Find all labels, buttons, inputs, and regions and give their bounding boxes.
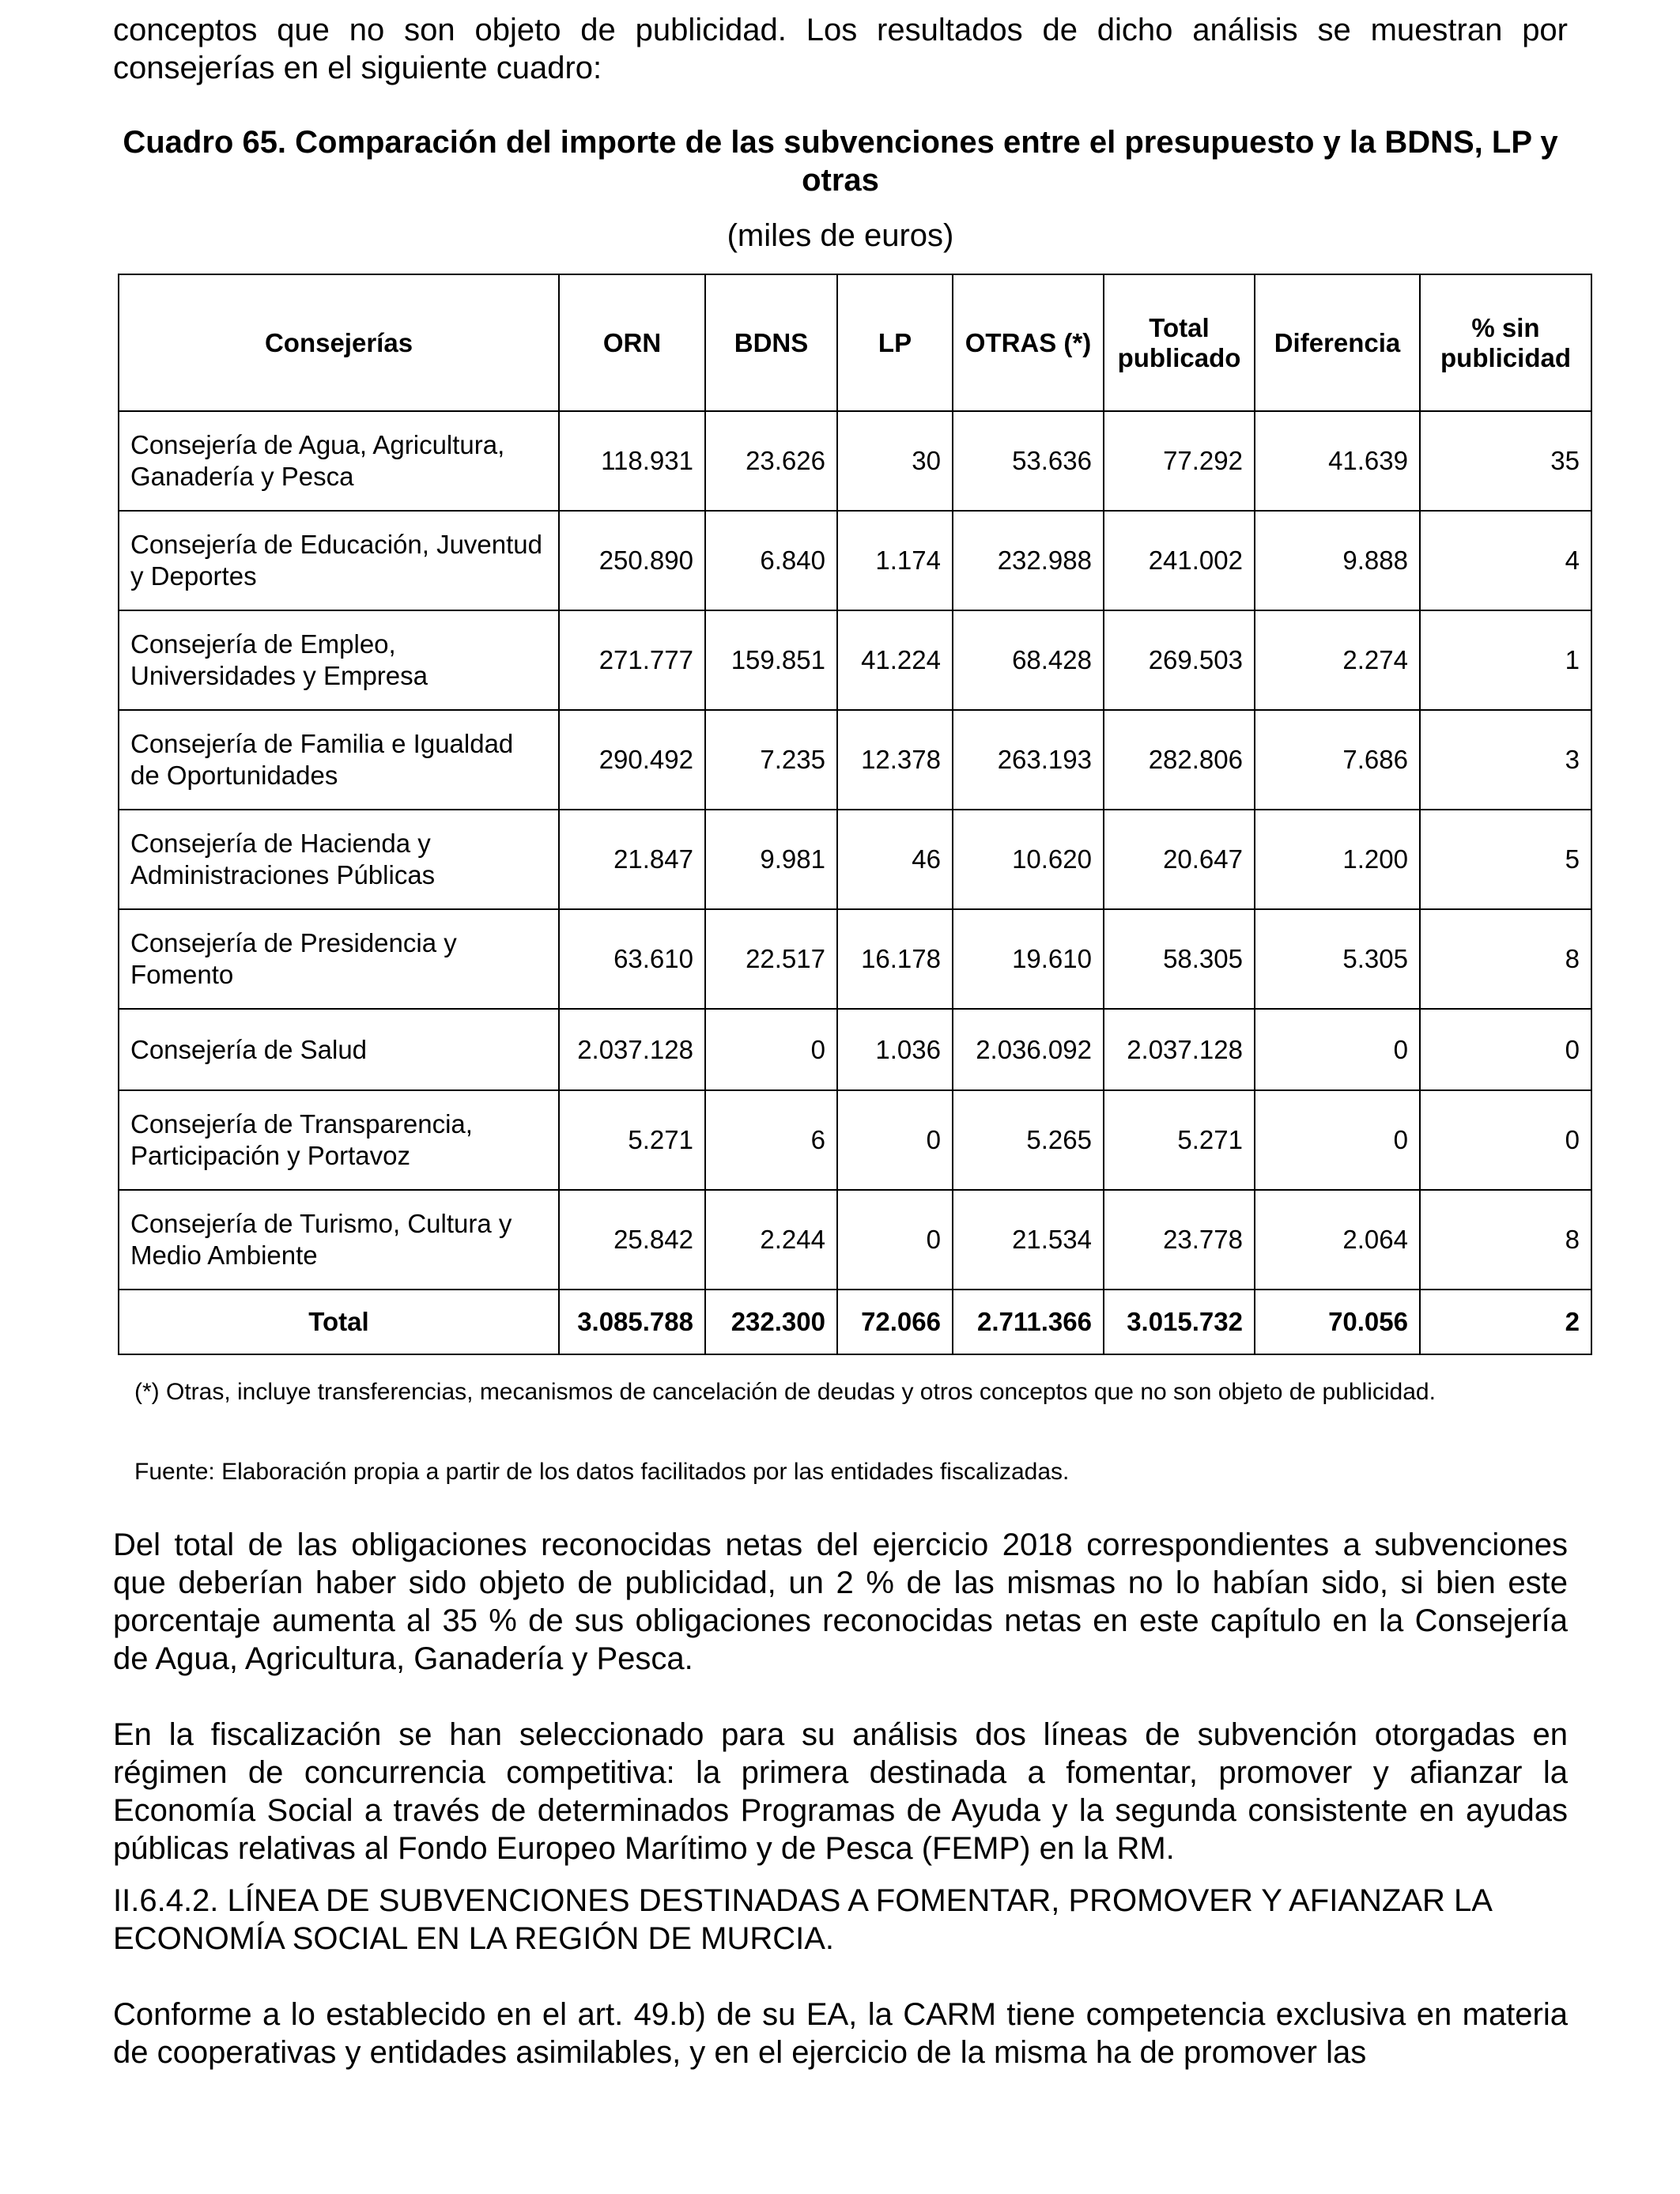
table-row	[119, 810, 1591, 909]
row-total-publicado: 5.271	[1104, 1090, 1255, 1190]
body-paragraph: En la fiscalización se han seleccionado para su análisis dos líneas de subvención otorgadas en régimen de concurrencia competitiva: la primera destinada a fomentar, promover y afianzar la Economía Social a través de determinados Programas de Ayuda y la segunda consistente en ayudas públicas relativas al Fondo Europeo Marítimo y de Pesca (FEMP) en la RM.	[113, 1717, 1568, 1866]
total-lp: 72.066	[837, 1290, 953, 1354]
row-orn: 2.037.128	[559, 1009, 705, 1090]
row-bdns: 159.851	[705, 610, 837, 710]
row-lp: 46	[837, 810, 953, 909]
row-lp: 41.224	[837, 610, 953, 710]
row-diferencia: 41.639	[1255, 411, 1420, 511]
row-pct-sin-publicidad: 8	[1420, 1190, 1591, 1290]
row-consejeria: Consejería de Educación, Juventud y Deportes	[119, 511, 559, 610]
row-bdns: 6.840	[705, 511, 837, 610]
table-caption-unit: (miles de euros)	[727, 218, 954, 253]
row-consejeria: Consejería de Hacienda y Administraciones Públicas	[119, 810, 559, 909]
row-otras: 68.428	[953, 610, 1104, 710]
row-diferencia: 2.274	[1255, 610, 1420, 710]
header-lp: LP	[837, 274, 953, 411]
row-lp: 0	[837, 1190, 953, 1290]
header-bdns: BDNS	[705, 274, 837, 411]
row-otras: 5.265	[953, 1090, 1104, 1190]
total-publicado: 3.015.732	[1104, 1290, 1255, 1354]
table-row	[119, 1090, 1591, 1190]
header-consejerias: Consejerías	[119, 274, 559, 411]
row-otras: 2.036.092	[953, 1009, 1104, 1090]
intro-paragraph: conceptos que no son objeto de publicidad. Los resultados de dicho análisis se muestran por consejerías en el siguiente cuadro:	[113, 13, 1568, 85]
row-total-publicado: 2.037.128	[1104, 1009, 1255, 1090]
row-otras: 21.534	[953, 1190, 1104, 1290]
total-bdns: 232.300	[705, 1290, 837, 1354]
row-pct-sin-publicidad: 0	[1420, 1090, 1591, 1190]
row-total-publicado: 269.503	[1104, 610, 1255, 710]
table-row	[119, 511, 1591, 610]
row-consejeria: Consejería de Turismo, Cultura y Medio Ambiente	[119, 1190, 559, 1290]
body-paragraph: Conforme a lo establecido en el art. 49.b) de su EA, la CARM tiene competencia exclusiva en materia de cooperativas y entidades asimilables, y en el ejercicio de la misma ha de promover las	[113, 1997, 1568, 2070]
row-otras: 232.988	[953, 511, 1104, 610]
row-total-publicado: 77.292	[1104, 411, 1255, 511]
table-row	[119, 1009, 1591, 1090]
row-total-publicado: 23.778	[1104, 1190, 1255, 1290]
row-orn: 25.842	[559, 1190, 705, 1290]
row-otras: 263.193	[953, 710, 1104, 810]
row-bdns: 23.626	[705, 411, 837, 511]
row-bdns: 7.235	[705, 710, 837, 810]
row-consejeria: Consejería de Salud	[119, 1009, 559, 1090]
row-orn: 63.610	[559, 909, 705, 1009]
row-orn: 290.492	[559, 710, 705, 810]
table-row	[119, 1190, 1591, 1290]
row-bdns: 0	[705, 1009, 837, 1090]
row-diferencia: 0	[1255, 1090, 1420, 1190]
row-bdns: 9.981	[705, 810, 837, 909]
row-otras: 53.636	[953, 411, 1104, 511]
row-pct-sin-publicidad: 3	[1420, 710, 1591, 810]
row-orn: 118.931	[559, 411, 705, 511]
table-caption-title: Cuadro 65. Comparación del importe de las subvenciones entre el presupuesto y la BDNS, LP y otras	[123, 125, 1558, 198]
row-lp: 12.378	[837, 710, 953, 810]
table-footnote: (*) Otras, incluye transferencias, mecanismos de cancelación de deudas y otros conceptos que no son objeto de publicidad.	[134, 1379, 1436, 1405]
row-lp: 16.178	[837, 909, 953, 1009]
total-diferencia: 70.056	[1255, 1290, 1420, 1354]
row-bdns: 22.517	[705, 909, 837, 1009]
header-otras: OTRAS (*)	[953, 274, 1104, 411]
table-row	[119, 610, 1591, 710]
total-pct-sin-publicidad: 2	[1420, 1290, 1591, 1354]
row-diferencia: 9.888	[1255, 511, 1420, 610]
row-consejeria: Consejería de Empleo, Universidades y Empresa	[119, 610, 559, 710]
row-orn: 250.890	[559, 511, 705, 610]
subsidies-comparison-table	[118, 274, 1592, 1355]
row-pct-sin-publicidad: 8	[1420, 909, 1591, 1009]
row-diferencia: 0	[1255, 1009, 1420, 1090]
row-orn: 271.777	[559, 610, 705, 710]
row-lp: 1.174	[837, 511, 953, 610]
section-heading: II.6.4.2. LÍNEA DE SUBVENCIONES DESTINADAS A FOMENTAR, PROMOVER Y AFIANZAR LA ECONOMÍA SOCIAL EN LA REGIÓN DE MURCIA.	[113, 1883, 1491, 1956]
row-otras: 10.620	[953, 810, 1104, 909]
total-orn: 3.085.788	[559, 1290, 705, 1354]
row-diferencia: 7.686	[1255, 710, 1420, 810]
header-pct-sin-publicidad: % sin publicidad	[1420, 274, 1591, 411]
row-bdns: 6	[705, 1090, 837, 1190]
row-diferencia: 5.305	[1255, 909, 1420, 1009]
total-label: Total	[119, 1290, 559, 1354]
row-total-publicado: 241.002	[1104, 511, 1255, 610]
table-row	[119, 710, 1591, 810]
row-pct-sin-publicidad: 0	[1420, 1009, 1591, 1090]
row-total-publicado: 58.305	[1104, 909, 1255, 1009]
row-diferencia: 2.064	[1255, 1190, 1420, 1290]
row-pct-sin-publicidad: 4	[1420, 511, 1591, 610]
row-diferencia: 1.200	[1255, 810, 1420, 909]
table-total-row	[119, 1290, 1591, 1354]
header-total-publicado: Total publicado	[1104, 274, 1255, 411]
row-orn: 5.271	[559, 1090, 705, 1190]
row-consejeria: Consejería de Transparencia, Participación y Portavoz	[119, 1090, 559, 1190]
row-otras: 19.610	[953, 909, 1104, 1009]
header-diferencia: Diferencia	[1255, 274, 1420, 411]
row-pct-sin-publicidad: 1	[1420, 610, 1591, 710]
row-consejeria: Consejería de Familia e Igualdad de Oportunidades	[119, 710, 559, 810]
header-orn: ORN	[559, 274, 705, 411]
table-row	[119, 909, 1591, 1009]
row-lp: 1.036	[837, 1009, 953, 1090]
row-consejeria: Consejería de Presidencia y Fomento	[119, 909, 559, 1009]
row-total-publicado: 20.647	[1104, 810, 1255, 909]
row-lp: 30	[837, 411, 953, 511]
table-row	[119, 411, 1591, 511]
row-bdns: 2.244	[705, 1190, 837, 1290]
body-paragraph: Del total de las obligaciones reconocidas netas del ejercicio 2018 correspondientes a subvenciones que deberían haber sido objeto de publicidad, un 2 % de las mismas no lo habían sido, si bien este porcentaje aumenta al 35 % de sus obligaciones reconocidas netas en este capítulo en la Consejería de Agua, Agricultura, Ganadería y Pesca.	[113, 1527, 1568, 1676]
table-header-row	[119, 274, 1591, 411]
row-total-publicado: 282.806	[1104, 710, 1255, 810]
row-orn: 21.847	[559, 810, 705, 909]
row-consejeria: Consejería de Agua, Agricultura, Ganadería y Pesca	[119, 411, 559, 511]
row-lp: 0	[837, 1090, 953, 1190]
row-pct-sin-publicidad: 5	[1420, 810, 1591, 909]
row-pct-sin-publicidad: 35	[1420, 411, 1591, 511]
total-otras: 2.711.366	[953, 1290, 1104, 1354]
table-source-note: Fuente: Elaboración propia a partir de los datos facilitados por las entidades fiscalizadas.	[134, 1459, 1070, 1485]
